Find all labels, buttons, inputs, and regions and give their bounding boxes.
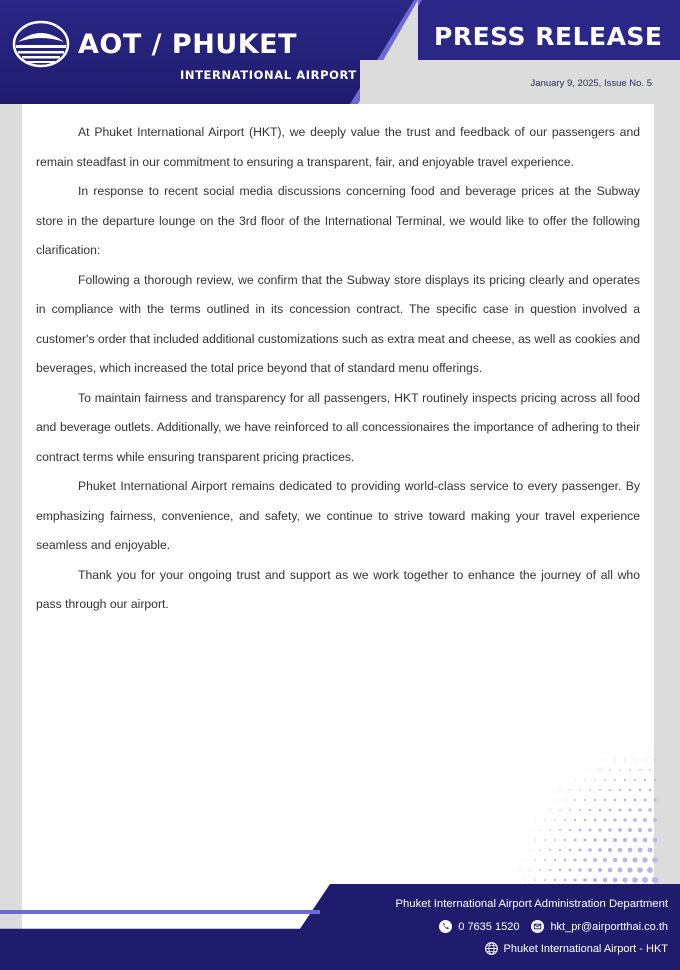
paragraph-fairness: To maintain fairness and transparency for all passengers, HKT routinely inspects pricing across all food and beverage outlets. Additionally, we have reinforced to all concessionaires the importance of adhering to their contract terms while ensuring transparent pricing practices. xyxy=(36,390,640,464)
paragraph-thanks: Thank you for your ongoing trust and support as we work together to enhance the journey of all who pass through our airport. xyxy=(36,567,640,611)
halftone-dots-decoration xyxy=(500,750,660,890)
footer-accent-line xyxy=(0,910,320,914)
issue-date-line: January 9, 2025, Issue No. 5 xyxy=(530,78,652,89)
paragraph-intro: At Phuket International Airport (HKT), we deeply value the trust and feedback of our passengers and remain steadfast in our commitment to ensuring a transparent, fair, and enjoyable travel experience. xyxy=(36,125,640,169)
logo-text: AOT / PHUKET xyxy=(78,28,298,60)
website-name[interactable]: Phuket International Airport - HKT xyxy=(503,942,668,955)
paragraph-commitment: Phuket International Airport remains dedicated to providing world-class service to every passenger. By emphasizing fairness, convenience, and safety, we continue to strive toward making your travel experience seamless and enjoyable. xyxy=(36,479,640,552)
press-release-body xyxy=(36,118,640,620)
paragraph-response: In response to recent social media discussions concerning food and beverage prices at the Subway store in the departure lounge on the 3rd floor of the International Terminal, we would like to offer the following clarification: xyxy=(36,184,640,257)
press-release-title: PRESS RELEASE xyxy=(434,22,663,51)
mail-icon xyxy=(531,920,544,933)
phone-icon xyxy=(439,920,452,933)
website-row xyxy=(485,942,668,955)
airport-subtitle: INTERNATIONAL AIRPORT xyxy=(180,68,357,82)
department-name: Phuket International Airport Administration Department xyxy=(395,898,668,910)
phone-number: 0 7635 1520 xyxy=(458,920,520,933)
paragraph-review: Following a thorough review, we confirm that the Subway store displays its pricing clearly and operates in compliance with the terms outlined in its concession contract. The specific case in question involved a customer's order that included additional customizations such as extra meat and cheese, as well as cookies and beverages, which increased the total price beyond that of standard menu offerings. xyxy=(36,272,640,375)
aot-emblem-icon xyxy=(12,20,70,68)
globe-icon xyxy=(485,942,498,955)
email-address[interactable]: hkt_pr@airportthai.co.th xyxy=(550,920,668,933)
contact-row xyxy=(439,920,668,933)
aot-logo xyxy=(12,14,352,74)
